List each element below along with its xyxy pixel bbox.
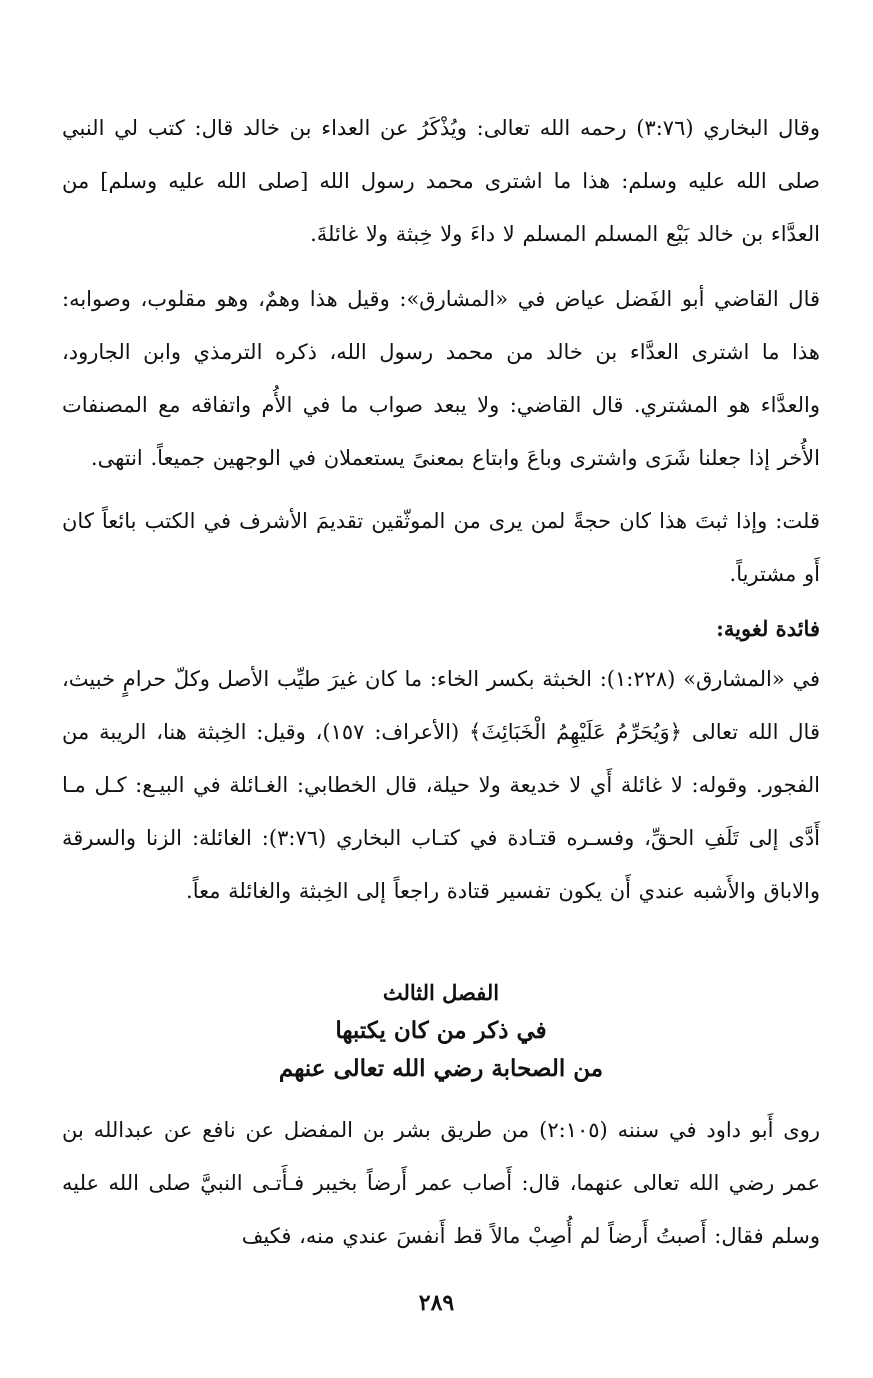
chapter-heading xyxy=(62,974,820,1088)
page-number: ٢٨٩ xyxy=(418,1290,455,1316)
chapter-subtitle-2: من الصحابة رضي الله تعالى عنهم xyxy=(278,1055,604,1082)
paragraph-author-note: قلت: وإذا ثبتَ هذا كان حجةً لمن يرى من الموثّقين تقديمَ الأشرف في الكتب بائعاً كان أَو مشترياً. xyxy=(62,509,820,586)
chapter-title: الفصل الثالث xyxy=(382,980,500,1005)
paragraph-qadi-iyad: قال القاضي أبو الفَضل عياض في «المشارق»: وقيل هذا وهمٌ، وهو مقلوب، وصوابه: هذا ما اشترى العدَّاء بن خالد من محمد رسول الله، ذكره الترمذي وابن الجارود، والعدَّاء هو المشتري. قال القاضي: ولا يبعد صواب ما في الأُم واتفاقه مع المصنفات الأُخر إذا جعلنا شَرَى واشترى وباعَ وابتاع بمعنىً يستعملان في الوجهين جميعاً. انتهى. xyxy=(62,287,820,470)
linguistic-note-heading: فائدة لغوية: xyxy=(716,616,820,641)
paragraph-linguistic-note: في «المشارق» (١:٢٢٨): الخبثة بكسر الخاء: ما كان غيرَ طيِّب الأصل وكلّ حرامٍ خبيث، قال الله تعالى ﴿وَيُحَرِّمُ عَلَيْهِمُ الْخَبَائِثَ﴾ (الأعراف: ١٥٧)، وقيل: الخِبثة هنا، الريبة من الفجور. وقوله: لا غائلة أَي لا خديعة ولا حيلة، قال الخطابي: الغـائلة في البيـع: كـل مـا أَدَّى إلى تَلَفِ الحقِّ، وفسـره قتـادة في كتـاب البخاري (٣:٧٦): الغائلة: الزنا والسرقة والاباق والأَشبه عندي أَن يكون تفسير قتادة راجعاً إلى الخِبثة والغائلة معاً. xyxy=(62,667,821,903)
chapter-subtitle: في ذكر من كان يكتبها xyxy=(335,1017,547,1044)
paragraph-abu-dawud: روى أَبو داود في سننه (٢:١٠٥) من طريق بشر بن المفضل عن نافع عن عبدالله بن عمر رضي الله تعالى عنهما، قال: أَصاب عمر أَرضاً بخيبر فـأَتـى النبيَّ صلى الله عليه وسلم فقال: أَصبتُ أَرضاً لم أُصِبْ مالاً قط أَنفسَ عندي منه، فكيف xyxy=(62,1118,820,1248)
paragraph-bukhari-quote: وقال البخاري (٣:٧٦) رحمه الله تعالى: ويُذْكَرُ عن العداء بن خالد قال: كتب لي النبي صلى الله عليه وسلم: هذا ما اشترى محمد رسول الله [صلى الله عليه وسلم] من العدَّاء بن خالد بَيْع المسلم المسلم لا داءَ ولا خِبثة ولا غائلةَ. xyxy=(62,116,820,246)
page-body xyxy=(62,102,820,1332)
